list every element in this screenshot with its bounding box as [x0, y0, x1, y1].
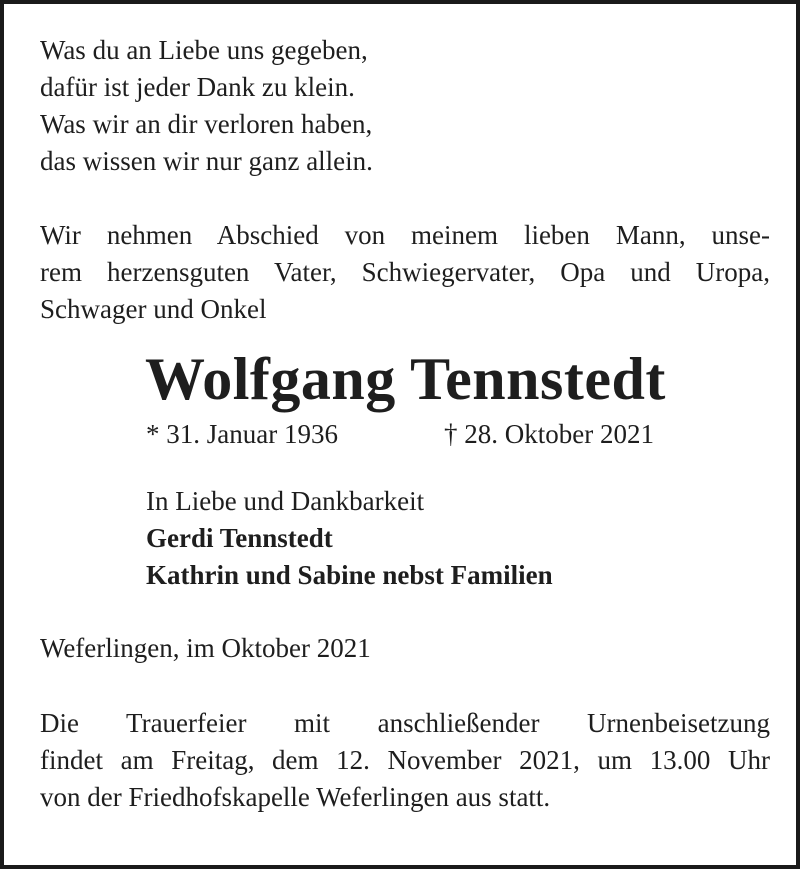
intro-text — [40, 217, 770, 328]
poem-line: Was du an Liebe uns gegeben, — [40, 35, 368, 65]
poem-line: Was wir an dir verloren haben, — [40, 109, 373, 139]
intro-line: Wir nehmen Abschied von meinem lieben Mann, unse- — [40, 220, 770, 250]
ceremony-line: findet am Freitag, dem 12. November 2021, um 13.00 Uhr — [40, 745, 770, 775]
intro-line: rem herzensguten Vater, Schwiegervater, Opa und Uropa, — [40, 257, 770, 287]
deceased-name: Wolfgang Tennstedt — [145, 346, 666, 412]
intro-line: Schwager und Onkel — [40, 294, 267, 324]
poem-line: dafür ist jeder Dank zu klein. — [40, 72, 355, 102]
place-date: Weferlingen, im Oktober 2021 — [40, 633, 371, 663]
poem — [40, 32, 770, 180]
mourner-name: Kathrin und Sabine nebst Familien — [146, 560, 553, 590]
ceremony-line: Die Trauerfeier mit anschließender Urnenbeisetzung — [40, 708, 770, 738]
ceremony-info — [40, 705, 770, 816]
obituary-content — [40, 32, 770, 816]
mourners — [40, 483, 770, 594]
poem-line: das wissen wir nur ganz allein. — [40, 146, 373, 176]
mourner-name: Gerdi Tennstedt — [146, 523, 333, 553]
mourners-intro: In Liebe und Dankbarkeit — [146, 486, 425, 516]
life-dates — [40, 416, 770, 453]
ceremony-line: von der Friedhofskapelle Weferlingen aus statt. — [40, 782, 551, 812]
birth-date: * 31. Januar 1936 — [146, 419, 338, 449]
death-date: † 28. Oktober 2021 — [444, 419, 654, 449]
